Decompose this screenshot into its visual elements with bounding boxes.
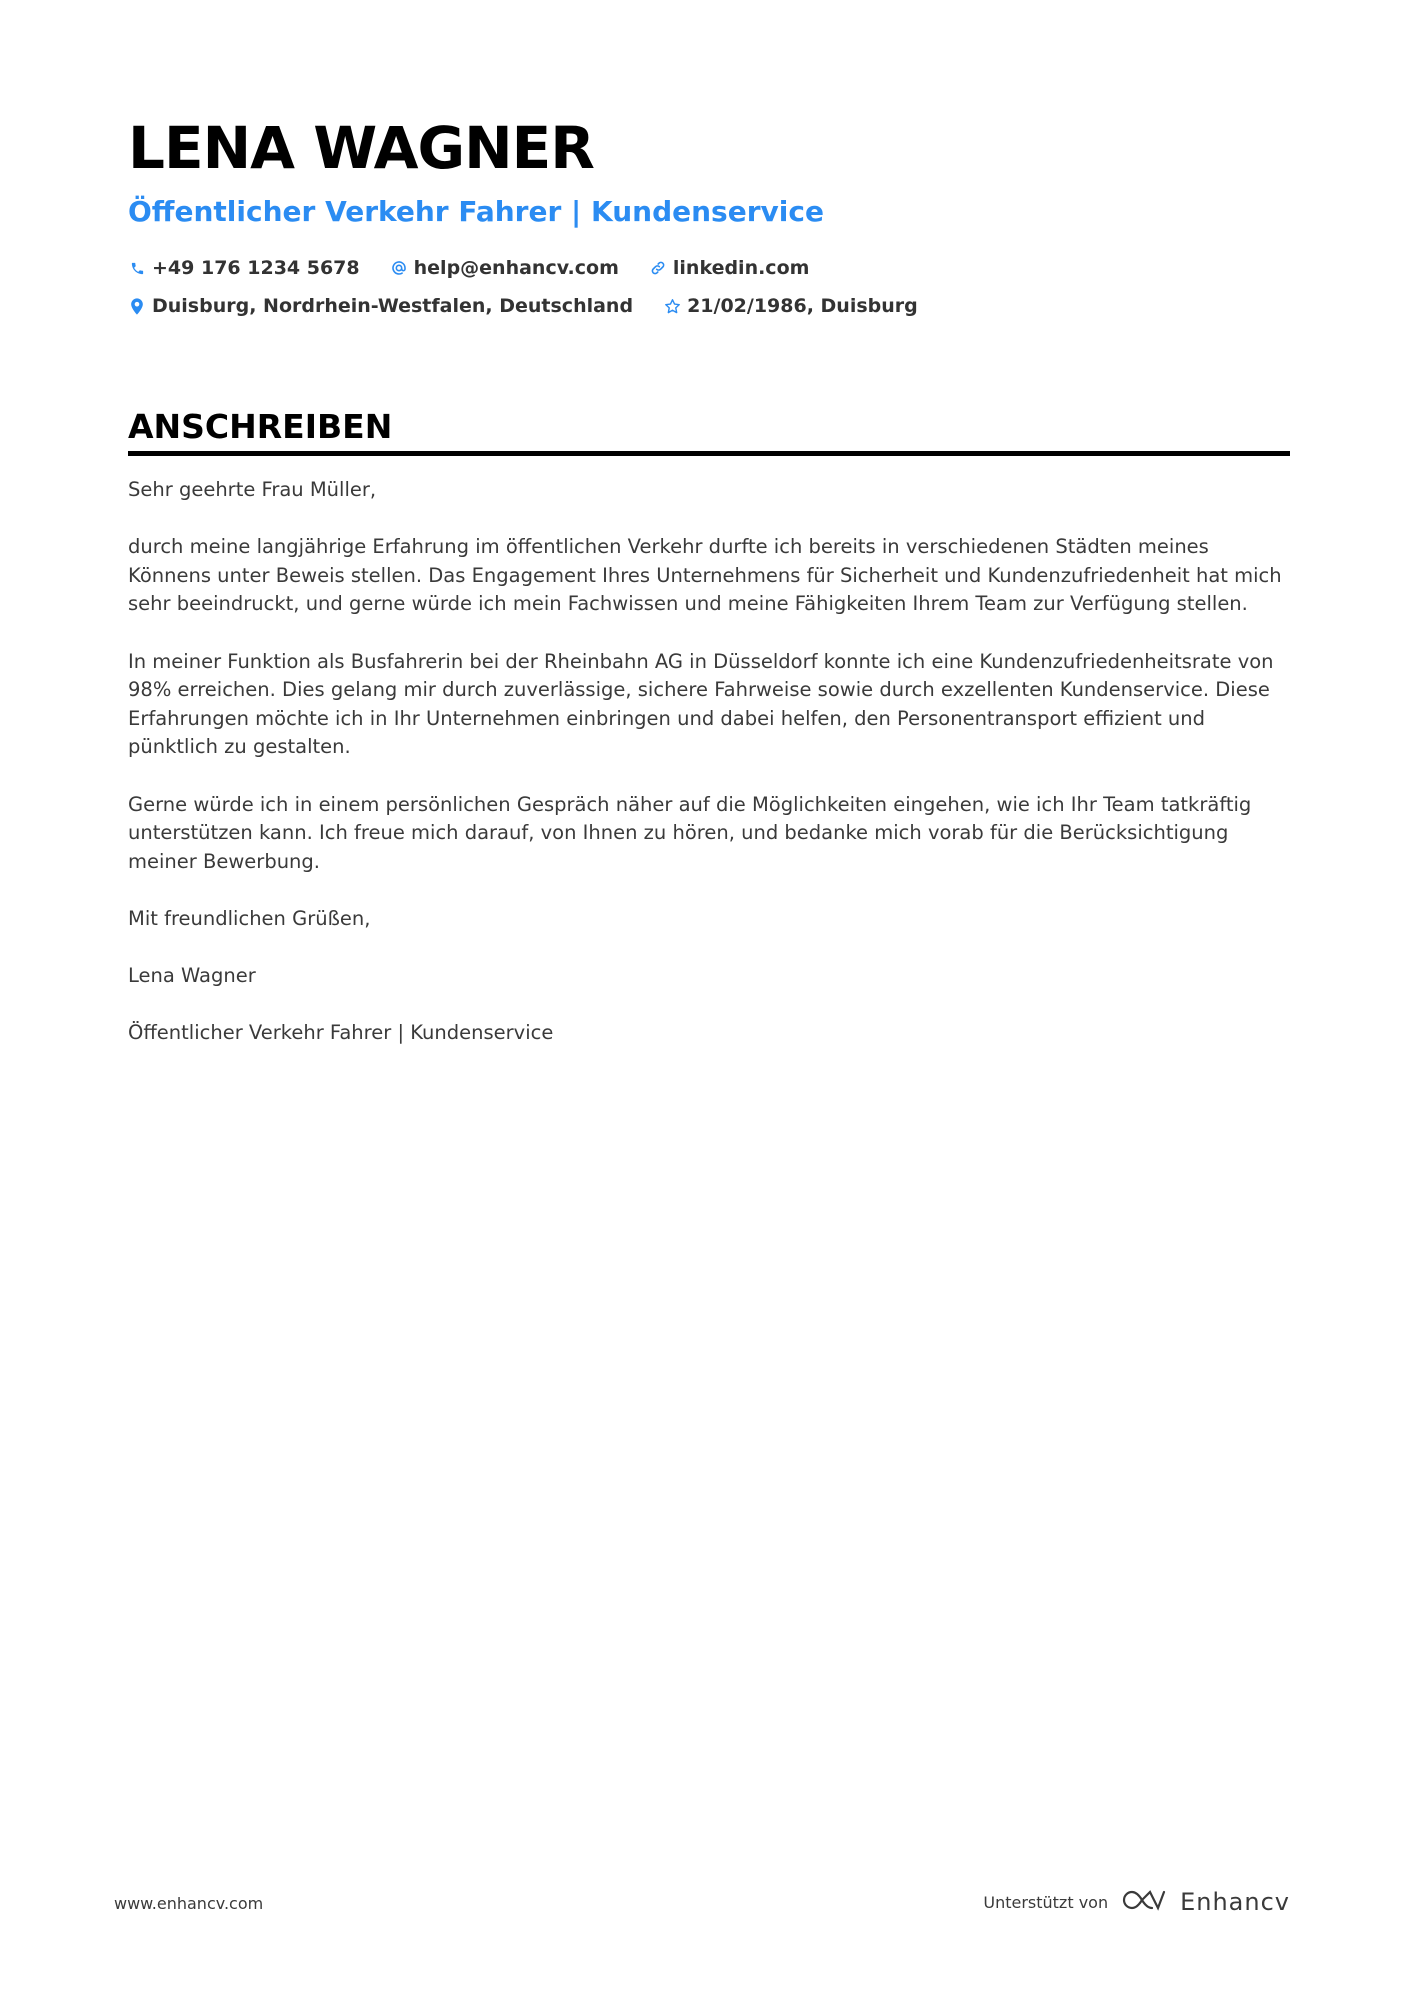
- contact-location-text: Duisburg, Nordrhein-Westfalen, Deutschland: [152, 295, 634, 317]
- contact-email-text[interactable]: help@enhancv.com: [413, 257, 619, 279]
- candidate-name: LENA WAGNER: [128, 114, 594, 182]
- cover-letter-section: [128, 405, 1290, 1076]
- contact-birth: [663, 287, 918, 325]
- contact-linkedin[interactable]: [649, 249, 810, 287]
- contact-email[interactable]: [390, 249, 619, 287]
- footer-website[interactable]: www.enhancv.com: [114, 1894, 264, 1913]
- letter-closing: Mit freundlichen Grüßen,: [128, 906, 371, 930]
- link-icon: [649, 259, 667, 277]
- at-icon: [390, 259, 408, 277]
- letter-body: [128, 476, 1288, 1048]
- section-title: ANSCHREIBEN: [128, 407, 393, 446]
- location-pin-icon: [128, 297, 146, 315]
- signature-name: Lena Wagner: [128, 964, 256, 988]
- section-divider: [128, 451, 1290, 456]
- contact-birth-text: 21/02/1986, Duisburg: [687, 295, 918, 317]
- brand-name: Enhancv: [1180, 1888, 1290, 1916]
- enhancv-logo-icon: [1120, 1887, 1166, 1917]
- contact-list: [128, 249, 1288, 325]
- enhancv-logo[interactable]: [1120, 1887, 1290, 1917]
- header: [128, 108, 1288, 325]
- contact-phone-text: +49 176 1234 5678: [152, 257, 360, 279]
- letter-paragraph: Gerne würde ich in einem persönlichen Gespräch näher auf die Möglichkeiten eingehen, wie ich Ihr Team tatkräftig unterstützen kann. Ich freue mich darauf, von Ihnen zu hören, und bedanke mich vorab für die Berücksichtigung meiner Bewerbung.: [128, 792, 1252, 873]
- star-icon: [663, 297, 681, 315]
- contact-location: [128, 287, 633, 325]
- letter-salutation: Sehr geehrte Frau Müller,: [128, 478, 377, 501]
- letter-paragraph: In meiner Funktion als Busfahrerin bei der Rheinbahn AG in Düsseldorf konnte ich eine Kundenzufriedenheitsrate von 98% erreichen. Dies gelang mir durch zuverlässige, sichere Fahrweise sowie durch exzellenten Kundenservice. Diese Erfahrungen möchte ich in Ihr Unternehmen einbringen und dabei helfen, den Personentransport effizient und pünktlich zu gestalten.: [128, 649, 1274, 759]
- contact-phone: [128, 249, 360, 287]
- powered-by-text: Unterstützt von: [983, 1892, 1109, 1912]
- letter-paragraph: durch meine langjährige Erfahrung im öffentlichen Verkehr durfte ich bereits in verschiedenen Städten meines Könnens unter Beweis stellen. Das Engagement Ihres Unternehmens für Sicherheit und Kundenzufriedenheit hat mich sehr beeindruckt, und gerne würde ich mein Fachwissen und meine Fähigkeiten Ihrem Team zur Verfügung stellen.: [128, 535, 1282, 616]
- job-title: Öffentlicher Verkehr Fahrer | Kundenservice: [128, 195, 824, 228]
- contact-linkedin-text[interactable]: linkedin.com: [672, 257, 810, 279]
- phone-icon: [128, 259, 146, 277]
- footer-branding: [983, 1880, 1290, 1924]
- signature-title: Öffentlicher Verkehr Fahrer | Kundenservice: [128, 1021, 554, 1045]
